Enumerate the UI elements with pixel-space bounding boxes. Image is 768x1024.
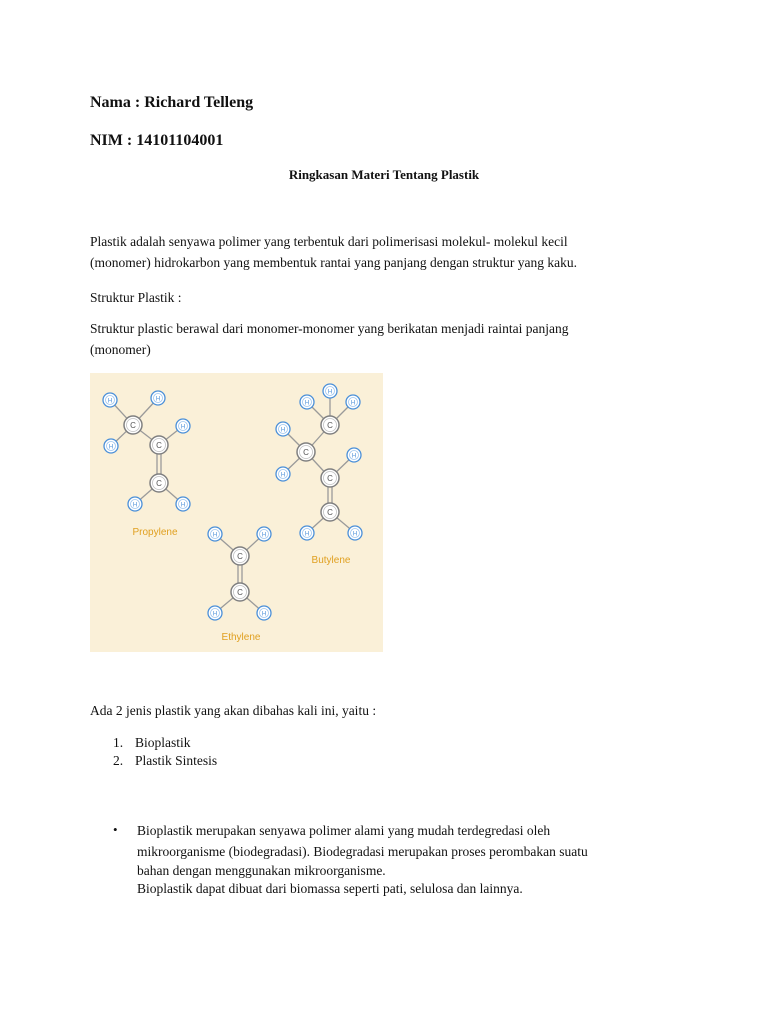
hydrogen-symbol: H: [132, 502, 138, 509]
hydrogen-symbol: H: [180, 502, 186, 509]
hydrogen-symbol: H: [352, 531, 358, 538]
hydrogen-symbol: H: [350, 400, 356, 407]
intro-line-1: Plastik adalah senyawa polimer yang terbentuk dari polimerisasi molekul- molekul kecil: [90, 234, 568, 249]
document-title: Ringkasan Materi Tentang Plastik: [288, 167, 480, 182]
bioplastik-line-3: bahan dengan menggunakan mikroorganisme.: [137, 863, 386, 878]
hydrogen-symbol: H: [304, 531, 310, 538]
hydrogen-symbol: H: [280, 472, 286, 479]
monomer-diagram: [90, 373, 383, 652]
propylene-label: Propylene: [132, 527, 178, 538]
types-intro: Ada 2 jenis plastik yang akan dibahas kali ini, yaitu :: [90, 703, 377, 718]
hydrogen-symbol: H: [280, 427, 286, 434]
list-item: [90, 752, 217, 770]
hydrogen-symbol: H: [304, 400, 310, 407]
bullet-icon: •: [113, 822, 118, 837]
hydrogen-symbol: H: [327, 389, 333, 396]
hydrogen-symbol: H: [351, 453, 357, 460]
carbon-symbol: C: [130, 421, 136, 430]
carbon-symbol: C: [237, 588, 243, 597]
bioplastik-line-4: Bioplastik dapat dibuat dari biomassa seperti pati, selulosa dan lainnya.: [137, 881, 523, 896]
carbon-symbol: C: [327, 421, 333, 430]
hydrogen-symbol: H: [108, 444, 114, 451]
list-label: Plastik Sintesis: [135, 753, 218, 768]
list-label: Bioplastik: [135, 735, 191, 750]
bioplastik-bullet: [90, 820, 670, 898]
hydrogen-symbol: H: [155, 396, 161, 403]
plastic-types-list: [90, 734, 217, 770]
carbon-symbol: C: [237, 552, 243, 561]
carbon-symbol: C: [327, 474, 333, 483]
structure-heading: Struktur Plastik :: [90, 290, 182, 305]
list-item: [90, 734, 217, 752]
bioplastik-line-2: mikroorganisme (biodegradasi). Biodegradasi merupakan proses perombakan suatu: [137, 844, 588, 859]
hydrogen-symbol: H: [261, 611, 267, 618]
structure-line-1: Struktur plastic berawal dari monomer-monomer yang berikatan menjadi raintai panjang: [90, 321, 569, 336]
structure-paragraph: [90, 318, 650, 360]
hydrogen-symbol: H: [180, 424, 186, 431]
hydrogen-symbol: H: [212, 611, 218, 618]
structure-line-2: (monomer): [90, 342, 151, 357]
hydrogen-symbol: H: [261, 532, 267, 539]
student-name: Nama : Richard Telleng: [90, 94, 254, 111]
bioplastik-text: [137, 820, 670, 898]
carbon-symbol: C: [327, 508, 333, 517]
intro-line-2: (monomer) hidrokarbon yang membentuk rantai yang panjang dengan struktur yang kaku.: [90, 255, 577, 270]
monomer-structure-figure: [90, 373, 383, 652]
butylene-label: Butylene: [311, 555, 351, 566]
student-nim: NIM : 14101104001: [90, 132, 224, 149]
bioplastik-line-1: Bioplastik merupakan senyawa polimer alami yang mudah terdegredasi oleh: [137, 823, 551, 838]
intro-paragraph: [90, 231, 650, 273]
hydrogen-symbol: H: [212, 532, 218, 539]
list-number: 2.: [113, 753, 124, 768]
carbon-symbol: C: [156, 441, 162, 450]
carbon-symbol: C: [156, 479, 162, 488]
ethylene-label: Ethylene: [221, 632, 261, 643]
carbon-symbol: C: [303, 448, 309, 457]
list-number: 1.: [113, 735, 124, 750]
hydrogen-symbol: H: [107, 398, 113, 405]
